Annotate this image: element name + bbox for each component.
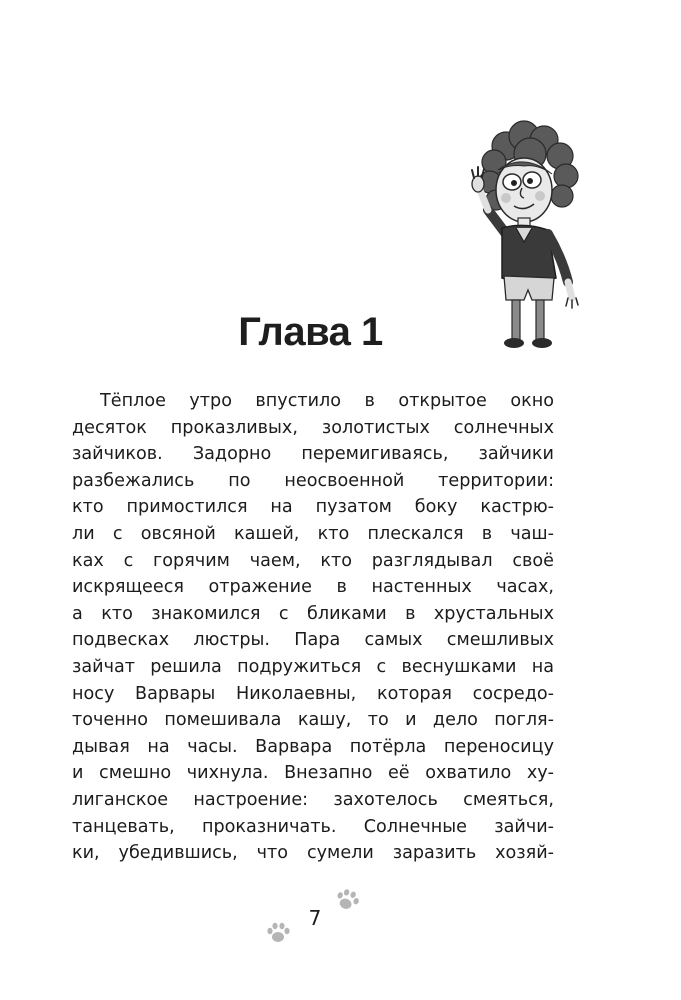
text-line: разбежались по неосвоенной территории:: [72, 470, 554, 491]
text-line: и смешно чихнула. Внезапно её охватило ху-: [72, 763, 554, 784]
paw-print-icon: [333, 886, 361, 914]
text-line: точенно помешивала кашу, то и дело погля-: [72, 710, 554, 731]
text-line: танцевать, проказничать. Солнечные зайчи-: [72, 816, 554, 837]
text-line: ки, убедившись, что сумели заразить хозяй-: [72, 843, 554, 864]
text-line: носу Варвары Николаевны, которая сосредо-: [72, 683, 554, 704]
text-line: ках с горячим чаем, кто разглядывал своё: [72, 550, 554, 571]
text-line: зайчиков. Задорно перемигиваясь, зайчики: [72, 444, 554, 465]
page-number: 7: [308, 906, 322, 930]
text-line: дывая на часы. Варвара потёрла переносицу: [72, 736, 554, 757]
text-line: искрящееся отражение в настенных часах,: [72, 577, 554, 598]
text-line: Тёплое утро впустило в открытое окно: [100, 391, 554, 411]
paw-print-icon: [264, 919, 292, 947]
text-line: лиганское настроение: захотелось смеяться,: [72, 789, 554, 810]
text-line: а кто знакомился с бликами в хрустальных: [72, 603, 554, 624]
text-line: зайчат решила подружиться с веснушками на: [72, 656, 554, 677]
text-line: ли с овсяной кашей, кто плескался в чаш-: [72, 523, 554, 544]
text-line: кто примостился на пузатом боку кастрю-: [72, 497, 554, 518]
body-paragraph: [72, 388, 554, 867]
text-line: десяток проказливых, золотистых солнечных: [72, 417, 554, 438]
text-line: подвесках люстры. Пара самых смешливых: [72, 630, 554, 651]
chapter-title: Глава 1: [238, 310, 383, 354]
